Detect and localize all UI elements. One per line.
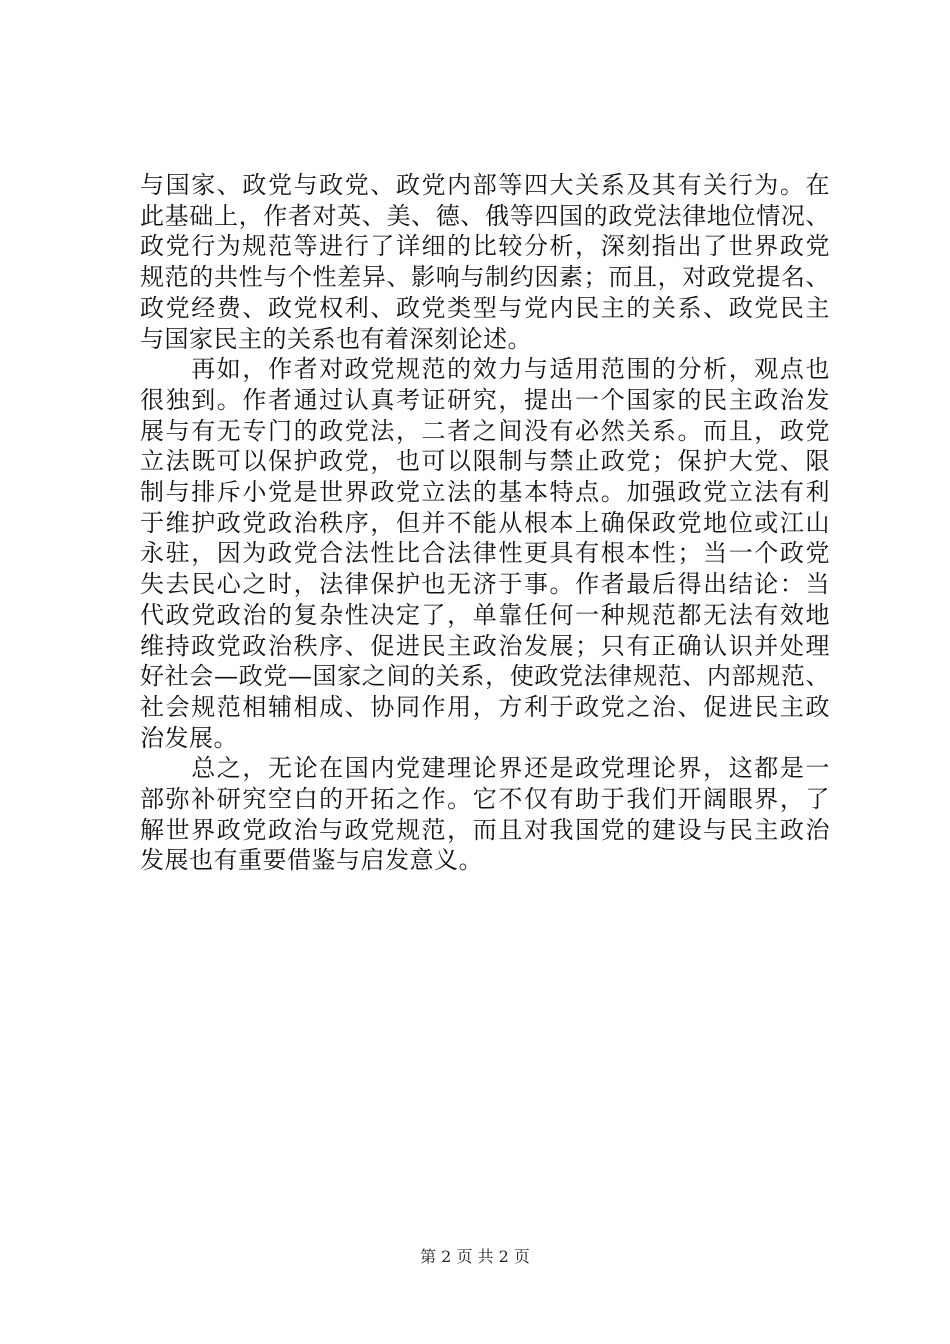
paragraph-3 — [140, 753, 830, 876]
text-line: 失去民心之时，法律保护也无济于事。作者最后得出结论：当 — [140, 570, 830, 599]
paragraph-1 — [140, 170, 830, 354]
text-line: 与国家民主的关系也有着深刻论述。 — [140, 324, 532, 353]
text-line: 治发展。 — [140, 723, 238, 752]
page-number-label: 第 2 页 共 2 页 — [420, 1247, 530, 1266]
paragraph-2 — [140, 354, 830, 753]
text-line: 好社会—政党—国家之间的关系，使政党法律规范、内部规范、 — [140, 662, 830, 691]
page-footer — [0, 1244, 950, 1267]
text-line: 制与排斥小党是世界政党立法的基本特点。加强政党立法有利 — [140, 478, 830, 507]
text-line: 解世界政党政治与政党规范，而且对我国党的建设与民主政治 — [140, 815, 830, 844]
text-line: 政党经费、政党权利、政党类型与党内民主的关系、政党民主 — [140, 293, 830, 322]
text-line: 很独到。作者通过认真考证研究，提出一个国家的民主政治发 — [140, 385, 830, 414]
text-line: 部弥补研究空白的开拓之作。它不仅有助于我们开阔眼界，了 — [140, 785, 830, 814]
text-line: 总之，无论在国内党建理论界还是政党理论界，这都是一 — [140, 754, 830, 783]
text-line: 立法既可以保护政党，也可以限制与禁止政党；保护大党、限 — [140, 447, 830, 476]
text-line: 永驻，因为政党合法性比合法律性更具有根本性；当一个政党 — [140, 539, 830, 568]
text-line: 再如，作者对政党规范的效力与适用范围的分析，观点也 — [140, 355, 830, 384]
text-line: 发展也有重要借鉴与启发意义。 — [140, 846, 483, 875]
text-line: 社会规范相辅相成、协同作用，方利于政党之治、促进民主政 — [140, 692, 830, 721]
text-line: 展与有无专门的政党法，二者之间没有必然关系。而且，政党 — [140, 416, 830, 445]
text-line: 政党行为规范等进行了详细的比较分析，深刻指出了世界政党 — [140, 232, 830, 261]
text-line: 于维护政党政治秩序，但并不能从根本上确保政党地位或江山 — [140, 508, 830, 537]
text-line: 规范的共性与个性差异、影响与制约因素；而且，对政党提名、 — [140, 263, 830, 292]
text-line: 此基础上，作者对英、美、德、俄等四国的政党法律地位情况、 — [140, 201, 830, 230]
text-line: 与国家、政党与政党、政党内部等四大关系及其有关行为。在 — [140, 171, 830, 199]
text-line: 代政党政治的复杂性决定了，单靠任何一种规范都无法有效地 — [140, 600, 830, 629]
text-line: 维持政党政治秩序、促进民主政治发展；只有正确认识并处理 — [140, 631, 830, 660]
body-text — [140, 170, 830, 876]
